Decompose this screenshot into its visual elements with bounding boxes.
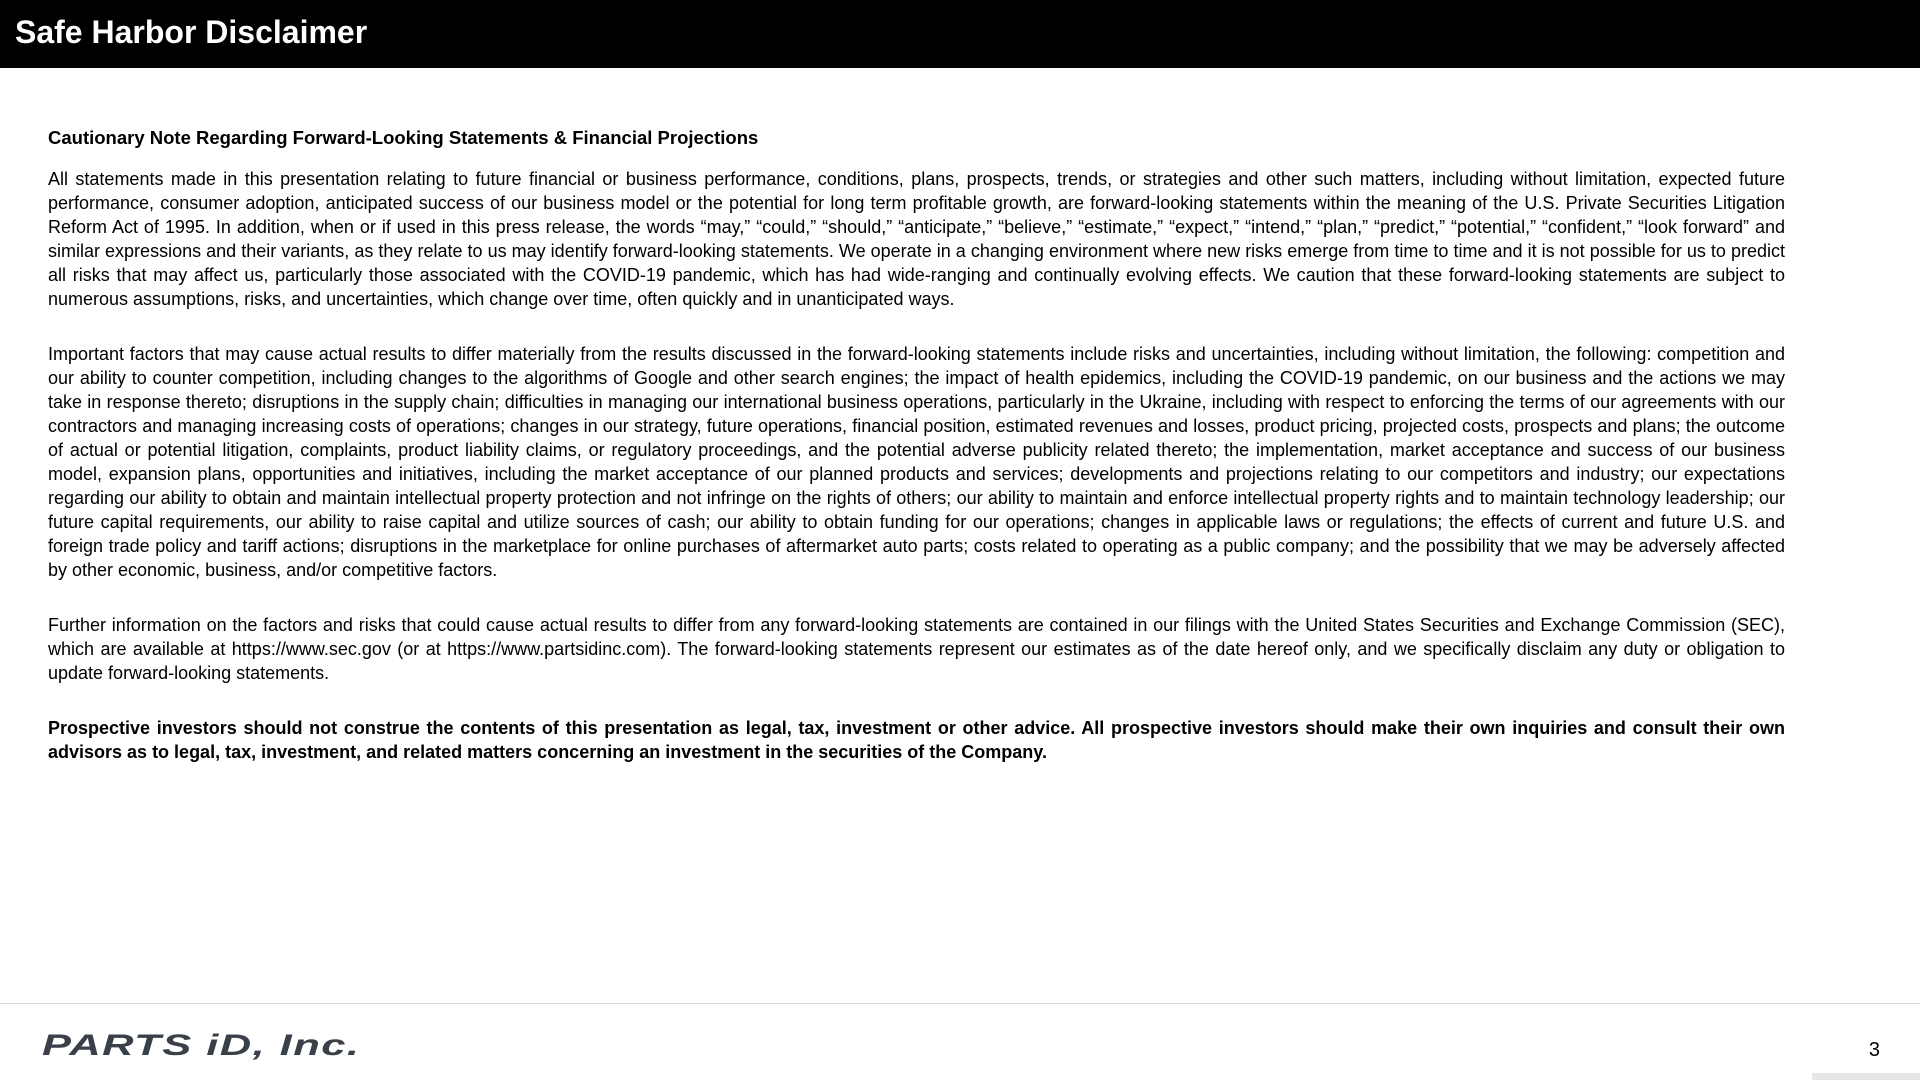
disclaimer-body — [48, 126, 1785, 795]
corner-decoration — [1812, 1073, 1920, 1080]
paragraph-investor-notice: Prospective investors should not construe the contents of this presentation as legal, tax, investment or other advice. All prospective investors should make their own inquiries and consult their own advisors as to legal, tax, investment, and related matters concerning an investment in the securities of the Company. — [48, 718, 1785, 762]
paragraph-forward-looking: All statements made in this presentation relating to future financial or business performance, conditions, plans, prospects, trends, or strategies and other such matters, including without limitation, expected future performance, consumer adoption, anticipated success of our business model or the potential for long term profitable growth, are forward-looking statements within the meaning of the U.S. Private Securities Litigation Reform Act of 1995. In addition, when or if used in this press release, the words “may,” “could,” “should,” “anticipate,” “believe,” “estimate,” “expect,” “intend,” “plan,” “predict,” “potential,” “confident,” “look forward” and similar expressions and their variants, as they relate to us may identify forward-looking statements. We operate in a changing environment where new risks emerge from time to time and it is not possible for us to predict all risks that may affect us, particularly those associated with the COVID-19 pandemic, which has had wide-ranging and continually evolving effects. We caution that these forward-looking statements are subject to numerous assumptions, risks, and uncertainties, which change over time, often quickly and in unanticipated ways. — [48, 169, 1785, 309]
company-logo: PARTS iD, Inc. — [42, 1029, 361, 1062]
paragraph-further-information: Further information on the factors and risks that could cause actual results to differ from any forward-looking statements are contained in our filings with the United States Securities and Exchange Commission (SEC), which are available at https://www.sec.gov (or at https://www.partsidinc.com). The forward-looking statements represent our estimates as of the date hereof only, and we specifically disclaim any duty or obligation to update forward-looking statements. — [48, 615, 1785, 683]
paragraph-risk-factors: Important factors that may cause actual results to differ materially from the results discussed in the forward-looking statements include risks and uncertainties, including without limitation, the following: competition and our ability to counter competition, including changes to the algorithms of Google and other search engines; the impact of health epidemics, including the COVID-19 pandemic, on our business and the actions we may take in response thereto; disruptions in the supply chain; difficulties in managing our international business operations, particularly in the Ukraine, including with respect to enforcing the terms of our agreements with our contractors and managing increasing costs of operations; changes in our strategy, future operations, financial position, estimated revenues and losses, product pricing, projected costs, prospects and plans; the outcome of actual or potential litigation, complaints, product liability claims, or regulatory proceedings, and the potential adverse publicity related thereto; the implementation, market acceptance and success of our business model, expansion plans, opportunities and initiatives, including the market acceptance of our planned products and services; developments and projections relating to our competitors and industry; our expectations regarding our ability to obtain and maintain intellectual property protection and not infringe on the rights of others; our ability to maintain and enforce intellectual property rights and to maintain technology leadership; our future capital requirements, our ability to raise capital and utilize sources of cash; our ability to obtain funding for our operations; changes in applicable laws or regulations; the effects of current and future U.S. and foreign trade policy and tariff actions; disruptions in the marketplace for online purchases of aftermarket auto parts; costs related to operating as a public company; and the possibility that we may be adversely affected by other economic, business, and/or competitive factors. — [48, 344, 1785, 580]
page-title: Safe Harbor Disclaimer — [15, 14, 368, 50]
page-number: 3 — [1868, 1039, 1880, 1061]
title-bar — [0, 0, 1920, 68]
footer-divider — [0, 1003, 1920, 1004]
section-heading: Cautionary Note Regarding Forward-Looking Statements & Financial Projections — [48, 127, 759, 148]
